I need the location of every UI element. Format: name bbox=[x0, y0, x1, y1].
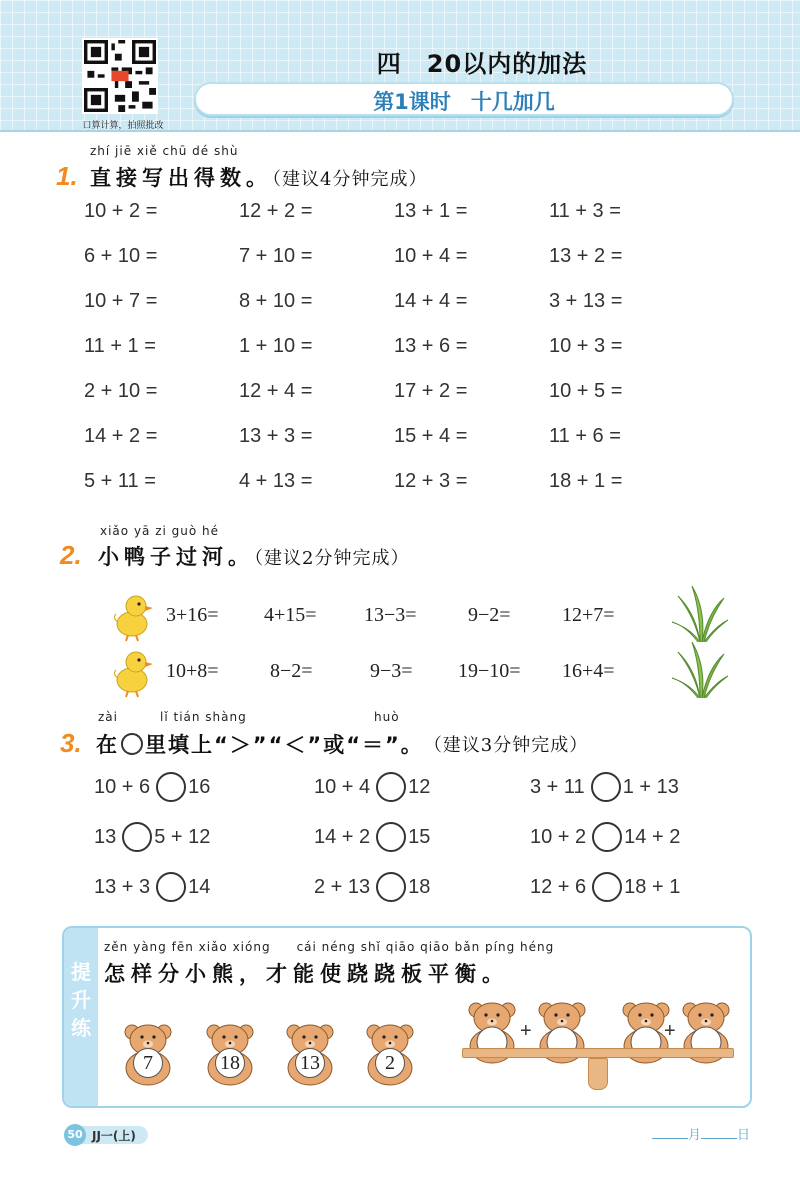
lesson-title: 十几加几 bbox=[470, 90, 555, 114]
qr-caption: 口算计算，拍照批改 bbox=[82, 121, 164, 131]
exercise-row bbox=[84, 425, 704, 470]
section3-hint: （建议3分钟完成） bbox=[423, 735, 589, 756]
section3-number: 3. bbox=[60, 728, 82, 758]
answer-circle[interactable] bbox=[592, 872, 622, 902]
bear-number: 2 bbox=[375, 1048, 405, 1078]
bear-number: 18 bbox=[215, 1048, 245, 1078]
qr-code-icon[interactable] bbox=[82, 38, 158, 114]
equation[interactable]: 13 + 2 = bbox=[549, 245, 623, 267]
section1-pinyin: zhí jiē xiě chū dé shù bbox=[90, 144, 239, 158]
right-expr: 14 + 2 bbox=[624, 825, 681, 848]
section3-title bbox=[96, 729, 588, 759]
answer-circle[interactable] bbox=[592, 822, 622, 852]
equation[interactable]: 15 + 4 = bbox=[394, 425, 468, 447]
seesaw-plank bbox=[462, 1048, 734, 1058]
left-expr: 10 + 2 bbox=[530, 825, 587, 848]
left-expr: 13 + 3 bbox=[94, 875, 151, 898]
equation[interactable]: 4 + 13 = bbox=[239, 470, 313, 492]
section3-pinyin: huò bbox=[374, 710, 400, 724]
equation[interactable]: 7 + 10 = bbox=[239, 245, 313, 267]
day-blank[interactable] bbox=[701, 1127, 737, 1139]
equation[interactable]: 13 + 3 = bbox=[239, 425, 313, 447]
equation[interactable]: 8−2= bbox=[270, 660, 313, 682]
extension-tab-text: 提升练 bbox=[71, 960, 91, 1040]
plus-sign: + bbox=[664, 1020, 676, 1042]
right-expr: 18 bbox=[408, 875, 431, 898]
right-expr: 14 bbox=[188, 875, 211, 898]
section2-number: 2. bbox=[60, 540, 82, 570]
section1-hint: （建议4分钟完成） bbox=[272, 169, 428, 190]
addition-grid bbox=[84, 200, 704, 515]
equation[interactable]: 5 + 11 = bbox=[84, 470, 156, 492]
bear-number: 7 bbox=[133, 1048, 163, 1078]
equation[interactable]: 12 + 2 = bbox=[239, 200, 313, 222]
equation[interactable]: 19−10= bbox=[458, 660, 521, 682]
answer-circle[interactable] bbox=[122, 822, 152, 852]
bear-card[interactable] bbox=[362, 1022, 418, 1086]
exercise-row bbox=[84, 245, 704, 290]
equation[interactable]: 11 + 3 = bbox=[549, 200, 621, 222]
duckling-icon bbox=[110, 592, 154, 642]
right-expr: 12 bbox=[408, 775, 431, 798]
left-expr: 3 + 11 bbox=[530, 775, 585, 798]
right-expr: 15 bbox=[408, 825, 431, 848]
compare-item bbox=[530, 872, 680, 902]
page-header bbox=[0, 0, 800, 132]
duck-row bbox=[110, 648, 740, 702]
plus-sign: + bbox=[520, 1020, 532, 1042]
section3-pinyin: lǐ tián shàng bbox=[160, 710, 247, 724]
blank-circle-icon bbox=[121, 733, 143, 755]
left-expr: 13 bbox=[94, 825, 117, 848]
section2-hint: （建议2分钟完成） bbox=[254, 548, 410, 569]
answer-circle[interactable] bbox=[376, 772, 406, 802]
extension-tab-label bbox=[64, 928, 98, 1106]
section3-pinyin: zài bbox=[98, 710, 118, 724]
grass-icon bbox=[670, 586, 730, 642]
equation[interactable]: 4+15= bbox=[264, 604, 317, 626]
equation[interactable]: 10 + 4 = bbox=[394, 245, 468, 267]
equation[interactable]: 10 + 2 = bbox=[84, 200, 158, 222]
edition-label: JJ一(上) bbox=[92, 1129, 136, 1143]
equation[interactable]: 11 + 1 = bbox=[84, 335, 156, 357]
exercise-row bbox=[84, 380, 704, 425]
equation[interactable]: 10 + 3 = bbox=[549, 335, 623, 357]
section1-title-text: 直接写出得数。 bbox=[90, 166, 272, 190]
day-label: 日 bbox=[737, 1128, 751, 1143]
bear-card[interactable] bbox=[282, 1022, 338, 1086]
compare-item bbox=[94, 872, 210, 902]
left-expr: 10 + 4 bbox=[314, 775, 371, 798]
equation[interactable]: 14 + 4 = bbox=[394, 290, 468, 312]
equation[interactable]: 2 + 10 = bbox=[84, 380, 158, 402]
right-expr: 18 + 1 bbox=[624, 875, 681, 898]
compare-item bbox=[94, 822, 210, 852]
equation[interactable]: 9−3= bbox=[370, 660, 413, 682]
left-expr: 10 + 6 bbox=[94, 775, 151, 798]
equation[interactable]: 3+16= bbox=[166, 604, 219, 626]
equation[interactable]: 10 + 7 = bbox=[84, 290, 158, 312]
equation[interactable]: 8 + 10 = bbox=[239, 290, 313, 312]
bear-card[interactable] bbox=[120, 1022, 176, 1086]
equation[interactable]: 12+7= bbox=[562, 604, 615, 626]
bonus-question: 怎样分小熊，才能使跷跷板平衡。 bbox=[104, 962, 509, 986]
exercise-row bbox=[84, 470, 704, 515]
extension-practice-box bbox=[62, 926, 752, 1108]
month-blank[interactable] bbox=[652, 1127, 688, 1139]
seesaw-fulcrum bbox=[588, 1058, 608, 1090]
equation[interactable]: 13 + 1 = bbox=[394, 200, 468, 222]
chapter-title: 四 20以内的加法 bbox=[376, 50, 588, 78]
bear-card[interactable] bbox=[202, 1022, 258, 1086]
right-expr: 16 bbox=[188, 775, 211, 798]
exercise-row bbox=[84, 335, 704, 380]
page-number: 50 bbox=[64, 1124, 86, 1146]
compare-item bbox=[314, 772, 430, 802]
right-expr: 5 + 12 bbox=[154, 825, 211, 848]
equation[interactable]: 9−2= bbox=[468, 604, 511, 626]
equation[interactable]: 12 + 4 = bbox=[239, 380, 313, 402]
grass-icon bbox=[670, 642, 730, 698]
compare-item bbox=[530, 822, 680, 852]
answer-circle[interactable] bbox=[156, 772, 186, 802]
section3-title-text: 在 bbox=[96, 733, 119, 757]
section1-title bbox=[90, 162, 427, 192]
exercise-row bbox=[84, 290, 704, 335]
compare-item bbox=[314, 822, 430, 852]
section2-title bbox=[98, 541, 409, 571]
compare-item bbox=[314, 872, 430, 902]
bonus-pinyin: zěn yàng fēn xiǎo xióng cái néng shǐ qiāo qiāo bǎn píng héng bbox=[104, 940, 555, 954]
answer-circle[interactable] bbox=[376, 822, 406, 852]
month-label: 月 bbox=[688, 1128, 702, 1143]
equation[interactable]: 11 + 6 = bbox=[549, 425, 621, 447]
section2-title-text: 小鸭子过河。 bbox=[98, 545, 254, 569]
equation[interactable]: 3 + 13 = bbox=[549, 290, 623, 312]
equation[interactable]: 13−3= bbox=[364, 604, 417, 626]
equation[interactable]: 17 + 2 = bbox=[394, 380, 468, 402]
equation[interactable]: 10 + 5 = bbox=[549, 380, 623, 402]
equation[interactable]: 13 + 6 = bbox=[394, 335, 468, 357]
equation[interactable]: 1 + 10 = bbox=[239, 335, 313, 357]
exercise-row bbox=[84, 200, 704, 245]
answer-circle[interactable] bbox=[376, 872, 406, 902]
lesson-number: 第1课时 bbox=[373, 90, 451, 114]
answer-circle[interactable] bbox=[156, 872, 186, 902]
duckling-icon bbox=[110, 648, 154, 698]
compare-item bbox=[530, 772, 679, 802]
left-expr: 2 + 13 bbox=[314, 875, 371, 898]
lesson-title-bar bbox=[194, 82, 734, 116]
section1-number: 1. bbox=[56, 161, 78, 191]
date-field bbox=[652, 1124, 750, 1143]
equation[interactable]: 18 + 1 = bbox=[549, 470, 623, 492]
section3-title-text: 里填上“＞”“＜”或“＝”。 bbox=[145, 733, 424, 757]
left-expr: 12 + 6 bbox=[530, 875, 587, 898]
compare-item bbox=[94, 772, 210, 802]
left-expr: 14 + 2 bbox=[314, 825, 371, 848]
equation[interactable]: 12 + 3 = bbox=[394, 470, 468, 492]
equation[interactable]: 16+4= bbox=[562, 660, 615, 682]
duck-row bbox=[110, 592, 740, 646]
equation[interactable]: 14 + 2 = bbox=[84, 425, 158, 447]
right-expr: 1 + 13 bbox=[622, 775, 679, 798]
equation[interactable]: 10+8= bbox=[166, 660, 219, 682]
answer-circle[interactable] bbox=[591, 772, 621, 802]
bear-number: 13 bbox=[295, 1048, 325, 1078]
section2-pinyin: xiǎo yā zi guò hé bbox=[100, 524, 220, 538]
equation[interactable]: 6 + 10 = bbox=[84, 245, 158, 267]
